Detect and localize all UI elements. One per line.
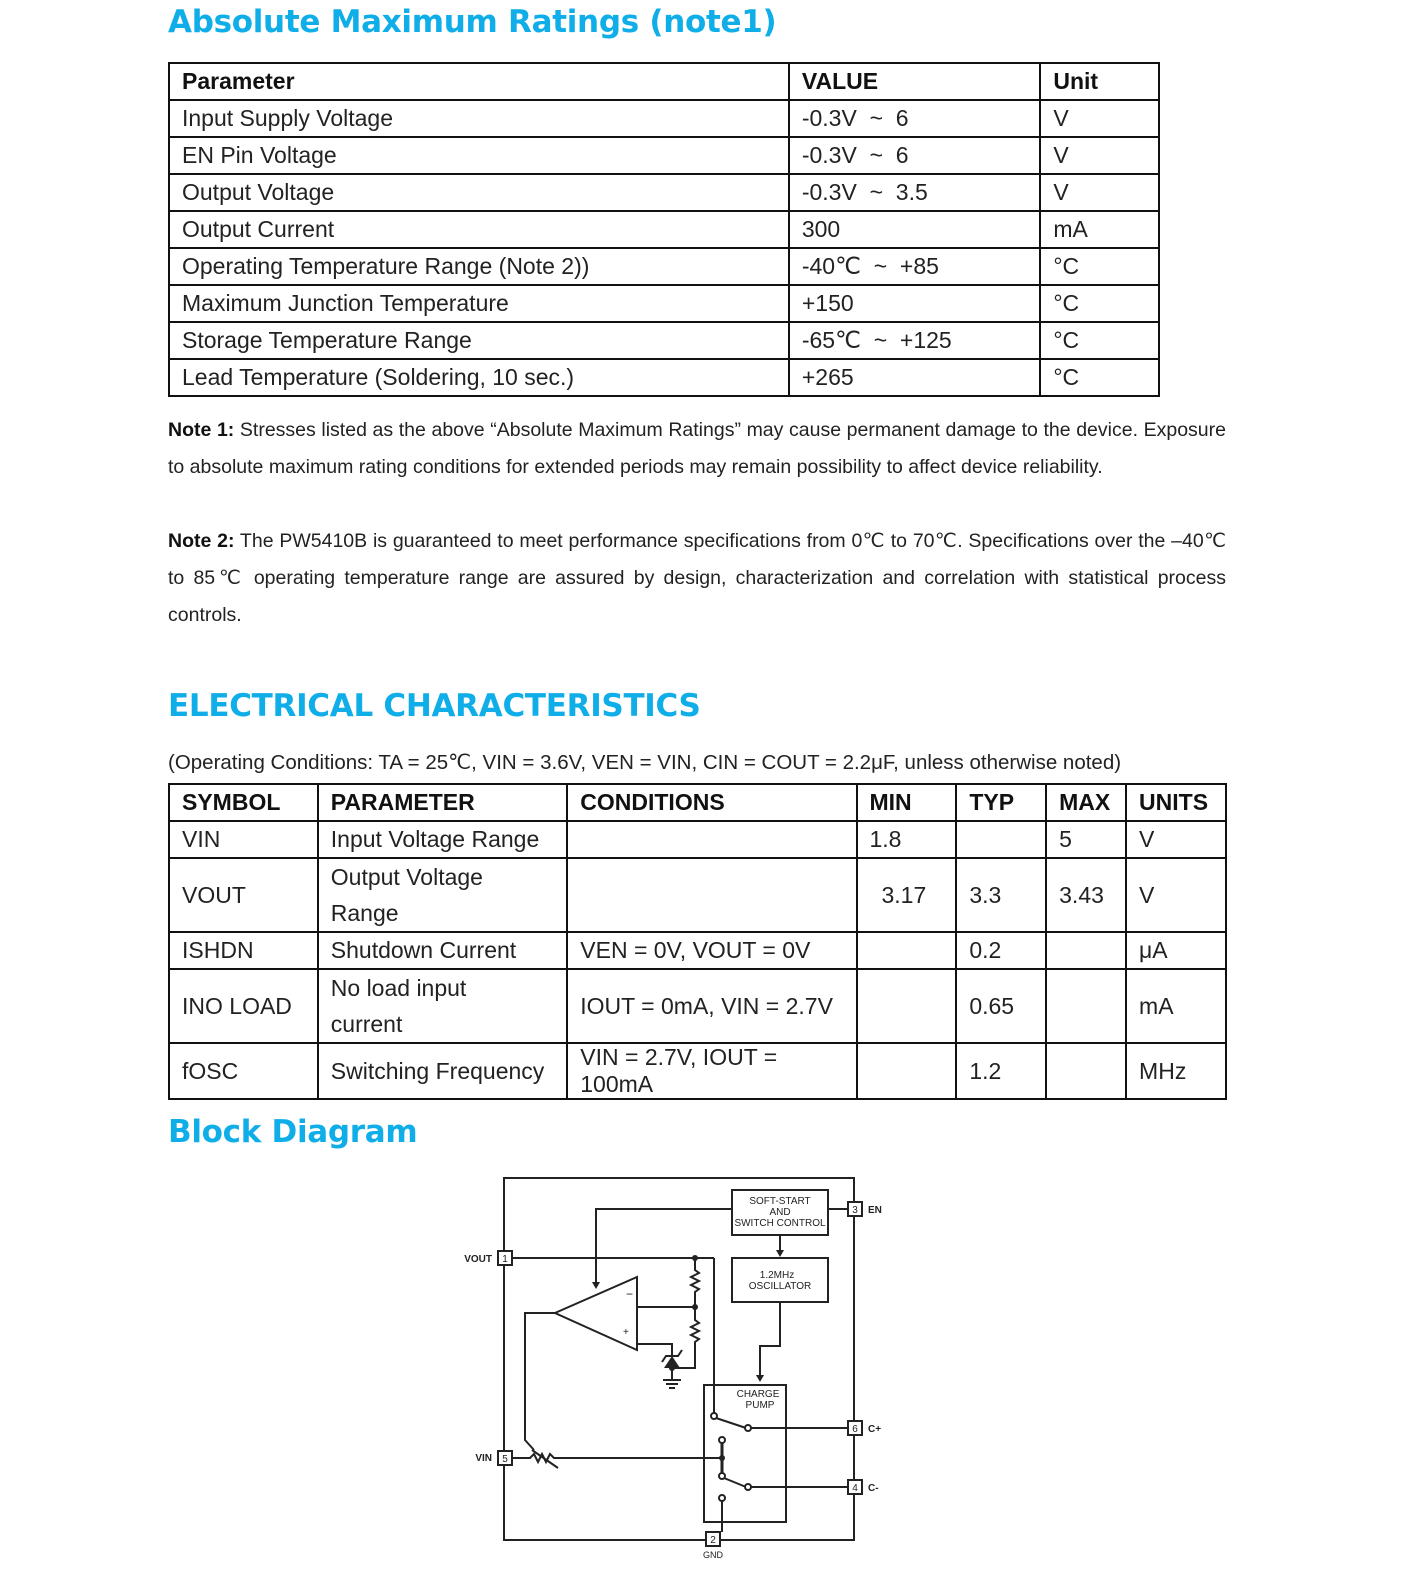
- package-outline: [504, 1178, 854, 1540]
- pin-vin-label: VIN: [475, 1453, 492, 1464]
- arrow-down-icon: [592, 1282, 600, 1289]
- pin-gnd-number: 2: [710, 1535, 716, 1546]
- note-1-label: Note 1:: [168, 419, 235, 441]
- cell-unit: °C: [1040, 248, 1159, 285]
- cell-parameter: Lead Temperature (Soldering, 10 sec.): [169, 359, 789, 396]
- cell-conditions: VIN = 2.7V, IOUT = 100mA: [567, 1043, 856, 1099]
- header-parameter: Parameter: [169, 63, 789, 100]
- cell-max: [1046, 932, 1126, 969]
- pin-vout-label: VOUT: [464, 1254, 492, 1265]
- cell-symbol: ISHDN: [169, 932, 318, 969]
- table-row: [169, 137, 1159, 174]
- header-parameter: PARAMETER: [318, 784, 567, 821]
- cell-value: -0.3V ~ 6: [789, 137, 1040, 174]
- pin-vout-number: 1: [502, 1254, 508, 1265]
- cell-conditions: [567, 858, 856, 932]
- header-value: VALUE: [789, 63, 1040, 100]
- arrow-down-icon: [776, 1250, 784, 1257]
- cell-parameter: Input Supply Voltage: [169, 100, 789, 137]
- electrical-characteristics-table: [168, 783, 1227, 1100]
- cell-typ: 1.2: [956, 1043, 1046, 1099]
- cell-unit: V: [1040, 174, 1159, 211]
- cell-parameter: Maximum Junction Temperature: [169, 285, 789, 322]
- cell-parameter: Output Voltage Range: [318, 858, 567, 932]
- pin-gnd-label: GND: [703, 1550, 723, 1560]
- cell-value: -65℃ ~ +125: [789, 322, 1040, 359]
- cell-unit: V: [1040, 137, 1159, 174]
- header-max: MAX: [1046, 784, 1126, 821]
- table-row: [169, 322, 1159, 359]
- table-row: [169, 932, 1226, 969]
- note-1-text: Stresses listed as the above “Absolute Maximum Ratings” may cause permanent damage to the device. Exposure to absolute maximum rating conditions for extended periods may remain possibility to affect device reliability.: [168, 419, 1226, 478]
- block-diagram: [450, 1170, 900, 1583]
- cell-typ: 3.3: [956, 858, 1046, 932]
- header-unit: Unit: [1040, 63, 1159, 100]
- cell-min: [857, 1043, 957, 1099]
- resistor-icon: [691, 1258, 699, 1307]
- opamp-plus: +: [623, 1327, 629, 1338]
- cell-parameter: EN Pin Voltage: [169, 137, 789, 174]
- table-row: [169, 821, 1226, 858]
- cell-max: 3.43: [1046, 858, 1126, 932]
- oscillator-label-1: 1.2MHz: [759, 1270, 795, 1281]
- cell-min: [857, 969, 957, 1043]
- cell-value: -40℃ ~ +85: [789, 248, 1040, 285]
- switch-icon: [724, 1478, 746, 1487]
- table-row: [169, 211, 1159, 248]
- cell-max: [1046, 969, 1126, 1043]
- softstart-label-2: AND: [769, 1207, 791, 1218]
- table-header-row: [169, 63, 1159, 100]
- softstart-label-1: SOFT-START: [749, 1196, 811, 1207]
- table-row: [169, 1043, 1226, 1099]
- cell-unit: °C: [1040, 285, 1159, 322]
- pin-cminus-label: C-: [868, 1483, 879, 1494]
- cell-units: MHz: [1126, 1043, 1226, 1099]
- cell-conditions: IOUT = 0mA, VIN = 2.7V: [567, 969, 856, 1043]
- cell-units: V: [1126, 858, 1226, 932]
- cell-unit: mA: [1040, 211, 1159, 248]
- cell-symbol: VOUT: [169, 858, 318, 932]
- cell-parameter: Storage Temperature Range: [169, 322, 789, 359]
- cell-parameter: Output Current: [169, 211, 789, 248]
- table-row: [169, 969, 1226, 1043]
- arrow-down-icon: [756, 1375, 764, 1382]
- opamp-minus: −: [626, 1287, 634, 1301]
- cell-parameter: Shutdown Current: [318, 932, 567, 969]
- header-conditions: CONDITIONS: [567, 784, 856, 821]
- note-2-text: The PW5410B is guaranteed to meet performance specifications from 0℃ to 70℃. Specifications over the –40℃ to 85℃ operating temperature range are assured by design, characterization and correlation with statistical process controls.: [168, 530, 1226, 626]
- table-row: [169, 100, 1159, 137]
- cell-symbol: INO LOAD: [169, 969, 318, 1043]
- header-symbol: SYMBOL: [169, 784, 318, 821]
- cell-value: -0.3V ~ 6: [789, 100, 1040, 137]
- cell-min: 1.8: [857, 821, 957, 858]
- resistor-icon: [672, 1307, 699, 1368]
- pin-cplus-label: C+: [868, 1424, 882, 1435]
- ec-title: ELECTRICAL CHARACTERISTICS: [168, 688, 701, 724]
- table-row: [169, 858, 1226, 932]
- charge-pump-label-1: CHARGE: [736, 1389, 780, 1400]
- pin-cplus-number: 6: [852, 1424, 858, 1435]
- cell-symbol: VIN: [169, 821, 318, 858]
- cell-value: 300: [789, 211, 1040, 248]
- cell-value: +150: [789, 285, 1040, 322]
- block-diagram-title: Block Diagram: [168, 1114, 418, 1150]
- cell-unit: V: [1040, 100, 1159, 137]
- cell-min: [857, 932, 957, 969]
- amr-title: Absolute Maximum Ratings (note1): [168, 4, 777, 40]
- cell-symbol: fOSC: [169, 1043, 318, 1099]
- pin-en-label: EN: [868, 1205, 882, 1216]
- cell-parameter: Switching Frequency: [318, 1043, 567, 1099]
- cell-parameter: No load input current: [318, 969, 567, 1043]
- header-units: UNITS: [1126, 784, 1226, 821]
- note-2: [168, 523, 1226, 634]
- cell-max: [1046, 1043, 1126, 1099]
- pin-en-number: 3: [852, 1205, 858, 1216]
- note-1: [168, 412, 1226, 486]
- header-typ: TYP: [956, 784, 1046, 821]
- cell-units: mA: [1126, 969, 1226, 1043]
- cell-min: 3.17: [857, 858, 957, 932]
- pin-cminus-number: 4: [852, 1483, 858, 1494]
- absolute-max-ratings-table: [168, 62, 1160, 397]
- cell-max: 5: [1046, 821, 1126, 858]
- header-min: MIN: [857, 784, 957, 821]
- cell-parameter: Operating Temperature Range (Note 2)): [169, 248, 789, 285]
- oscillator-label-2: OSCILLATOR: [748, 1281, 812, 1292]
- cell-typ: 0.65: [956, 969, 1046, 1043]
- cell-parameter: Input Voltage Range: [318, 821, 567, 858]
- charge-pump-label-2: PUMP: [745, 1400, 775, 1411]
- table-row: [169, 359, 1159, 396]
- table-row: [169, 248, 1159, 285]
- table-header-row: [169, 784, 1226, 821]
- cell-units: μA: [1126, 932, 1226, 969]
- switch-icon: [716, 1418, 746, 1428]
- note-2-label: Note 2:: [168, 530, 235, 552]
- cell-conditions: VEN = 0V, VOUT = 0V: [567, 932, 856, 969]
- table-row: [169, 174, 1159, 211]
- cell-typ: [956, 821, 1046, 858]
- cell-unit: °C: [1040, 359, 1159, 396]
- cell-value: -0.3V ~ 3.5: [789, 174, 1040, 211]
- softstart-label-3: SWITCH CONTROL: [734, 1218, 826, 1229]
- cell-units: V: [1126, 821, 1226, 858]
- cell-value: +265: [789, 359, 1040, 396]
- table-row: [169, 285, 1159, 322]
- cell-conditions: [567, 821, 856, 858]
- cell-typ: 0.2: [956, 932, 1046, 969]
- cell-unit: °C: [1040, 322, 1159, 359]
- operating-conditions: (Operating Conditions: TA = 25℃, VIN = 3.6V, VEN = VIN, CIN = COUT = 2.2μF, unless otherwise noted): [168, 751, 1122, 774]
- pin-vin-number: 5: [502, 1454, 508, 1465]
- cell-parameter: Output Voltage: [169, 174, 789, 211]
